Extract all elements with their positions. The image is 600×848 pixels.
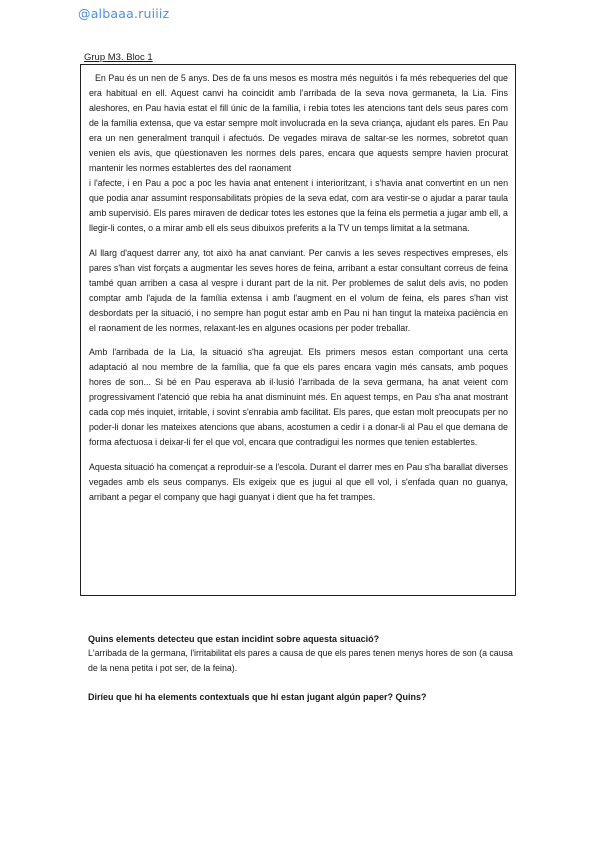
watermark-handle: @albaaa.ruiiiz [78,6,170,21]
document-header: Grup M3. Bloc 1 [84,52,153,63]
question-2-block [88,690,518,704]
case-paragraph-4: Amb l'arribada de la Lia, la situació s'ha agreujat. Els primers mesos estan comportant una certa adaptació al nou membre de la família, que fa que els pares encara vagin més cansats, amb poques hores de son... Si bé en Pau esperava ab il·lusió l'arribada de la seva germana, ha anat veient com progressivament l'atenció que rebia ha anat disminuint més. En aquest temps, en Pau s'ha anat mostrant cada cop més inquiet, irritable, i sovint s'enrabia amb facilitat. Els pares, que estan molt preocupats per no poder-li donar les mateixes atencions que abans, acostumen a cedir i a donar-li al Pau el que demana de forma afectuosa i deixar-li fer el que vol, encara que contradigui les normes que tenien establertes. [89,347,508,447]
case-paragraph-3: Al llarg d'aquest darrer any, tot això ha anat canviant. Per canvis a les seves respectives empreses, els pares s'han vist forçats a augmentar les seves hores de feina, arribant a estar consultant correus de feina també quan arriben a casa al vespre i durant part de la nit. Per problemes de salut dels avis, no poden comptar amb l'ajuda de la família extensa i amb l'augment en el volum de feina, els pares s'han vist desbordats per la situació, i no sempre han pogut estar amb en Pau ni han tingut la mateixa paciència en el raonament de les normes, relaxant-les en algunes ocasions per poder treballar. [89,247,508,333]
case-text-box [80,64,516,596]
case-paragraph-1: En Pau és un nen de 5 anys. Des de fa uns mesos es mostra més neguitós i fa més rebequeries del que era habitual en ell. Aquest canvi ha coincidit amb l'arribada de la seva nova germaneta, la Lia. Fins aleshores, en Pau havia estat el fill únic de la família, i rebia totes les atencions tant dels seus pares com de la família extensa, que va estar sempre molt involucrada en la seva criança, ajudant els pares. En Pau era un nen generalment tranquil i afectuós. De vegades mirava de saltar-se les normes, sobretot quan venien els avis, que qüestionaven les normes dels pares, encara que aquests sempre havien procurat mantenir les normes establertes des del raonament [89,73,508,173]
case-paragraph-5: Aquesta situació ha començat a reproduir-se a l'escola. Durant el darrer mes en Pau s'ha barallat diverses vegades amb els seus companys. Els exigeix que es jugui al que ell vol, i s'enfada quan no guanya, arribant a pegar el company que hagi guanyat i dient que ha fet trampes. [89,461,508,502]
question-1: Quins elements detecteu que estan incidint sobre aquesta situació? [88,634,380,644]
question-1-block [88,632,518,676]
answer-1: L'arribada de la germana, l'irritabilitat els pares a causa de que els pares tenen menys hores de son (a causa de la nena petita i pot ser, de la feina). [88,648,513,673]
case-paragraph-2: i l'afecte, i en Pau a poc a poc les havia anat entenent i interioritzant, i s'havia anat convertint en un nen que podia anar assumint responsabilitats pròpies de la seva edat, com ara vestir-se o ajudar a parar taula amb supervisió. Els pares miraven de dedicar totes les estones que la feina els permetia a jugar amb ell, a llegir-li contes, o a mirar amb ell els seus dibuixos preferits a la TV un temps limitat a la setmana. [89,178,508,233]
question-2: Diríeu que hi ha elements contextuals que hi estan jugant algún paper? Quins? [88,692,427,702]
